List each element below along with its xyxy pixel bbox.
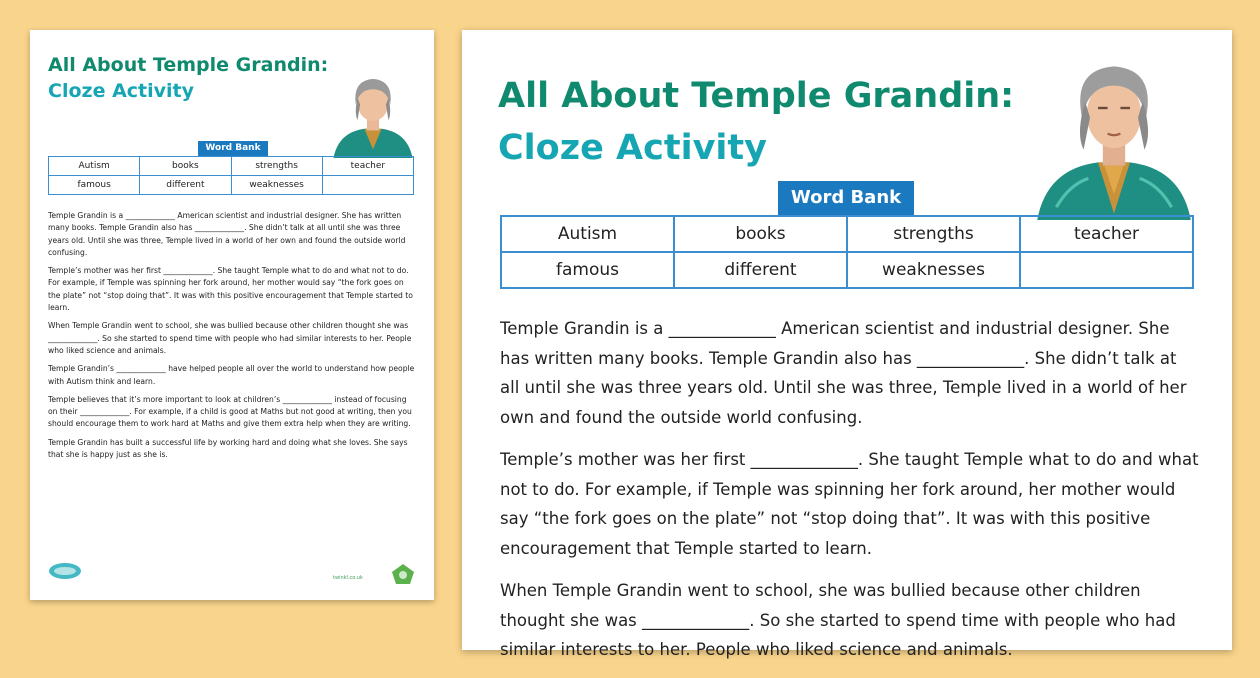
thumbnail-word-bank-cell: teacher bbox=[322, 157, 413, 176]
page-body bbox=[500, 314, 1200, 678]
cloze-paragraph: Temple’s mother was her first _____________. She taught Temple what to do and what not to do. For example, if Temple was spinning her fork around, her mother would say “the fork goes on the plate” not “stop doing that”. It was with this positive encouragement that Temple started to learn. bbox=[500, 450, 1199, 558]
twinkl-logo-icon bbox=[48, 562, 82, 580]
word-bank-label: Word Bank bbox=[778, 181, 914, 215]
thumbnail-word-bank-cell: famous bbox=[49, 176, 140, 195]
word-bank-cell: famous bbox=[501, 252, 674, 288]
thumbnail-title-line1: All About Temple Grandin: bbox=[48, 54, 329, 76]
word-bank-cell: books bbox=[674, 216, 847, 252]
cloze-paragraph: When Temple Grandin went to school, she was bullied because other children thought she was _____________. So she started to spend time with people who had similar interests to her. People who liked science and animals. bbox=[500, 581, 1176, 659]
portrait-illustration-icon bbox=[328, 72, 418, 158]
worksheet-thumbnail[interactable] bbox=[30, 30, 434, 600]
thumbnail-word-bank-cell: different bbox=[140, 176, 231, 195]
thumbnail-paragraph: Temple Grandin has built a successful life by working hard and doing what she loves. She says that she is happy just as she is. bbox=[48, 437, 408, 460]
thumbnail-title-line2: Cloze Activity bbox=[48, 80, 194, 102]
worksheet-page bbox=[462, 30, 1232, 659]
thumbnail-footer-text: twinkl.co.uk bbox=[333, 575, 363, 581]
thumbnail-word-bank-cell: books bbox=[140, 157, 231, 176]
thumbnail-word-bank-table bbox=[48, 156, 414, 195]
thumbnail-word-bank-cell: weaknesses bbox=[231, 176, 322, 195]
thumbnail-paragraph: Temple believes that it’s more important to look at children’s _____________ instead of focusing on their _____________. For example, if a child is good at Maths but not good at writing, then you should encourage them to work hard at Maths and give them extra help when they are writing. bbox=[48, 394, 412, 429]
thumbnail-paragraph: Temple Grandin is a _____________ American scientist and industrial designer. She has written many books. Temple Grandin also has _____________. She didn’t talk at all until she was three years old. Until she was three, Temple lived in a world of her own and found the outside world confusing. bbox=[48, 211, 406, 257]
cloze-paragraph: Temple Grandin is a _____________ American scientist and industrial designer. She has written many books. Temple Grandin also has _____________. She didn’t talk at all until she was three years old. Until she was three, Temple lived in a world of her own and found the outside world confusing. bbox=[500, 319, 1187, 427]
word-bank-cell: weaknesses bbox=[847, 252, 1020, 288]
thumbnail-paragraph: When Temple Grandin went to school, she was bullied because other children thought she was _____________. So she started to spend time with people who had similar interests to her. People who liked science and animals. bbox=[48, 321, 412, 355]
thumbnail-word-bank-label: Word Bank bbox=[198, 141, 268, 156]
word-bank-table bbox=[500, 215, 1194, 289]
twinkl-badge-icon bbox=[390, 562, 416, 586]
word-bank-cell: teacher bbox=[1020, 216, 1193, 252]
thumbnail-word-bank-cell: strengths bbox=[231, 157, 322, 176]
portrait-illustration-icon bbox=[1032, 60, 1196, 220]
thumbnail-title bbox=[48, 52, 328, 104]
page-title-line2: Cloze Activity bbox=[498, 128, 767, 168]
page-title bbox=[498, 70, 1014, 174]
word-bank-cell: strengths bbox=[847, 216, 1020, 252]
thumbnail-word-bank-cell bbox=[322, 176, 413, 195]
word-bank-cell: Autism bbox=[501, 216, 674, 252]
thumbnail-paragraph: Temple’s mother was her first _____________. She taught Temple what to do and what not to do. For example, if Temple was spinning her fork around, her mother would say “the fork goes on the plate” not “stop doing that”. It was with this positive encouragement that Temple started to learn. bbox=[48, 266, 413, 313]
thumbnail-word-bank-cell: Autism bbox=[49, 157, 140, 176]
word-bank-cell: different bbox=[674, 252, 847, 288]
thumbnail-paragraph: Temple Grandin’s _____________ have helped people all over the world to understand how people with Autism think and learn. bbox=[48, 364, 415, 386]
thumbnail-body bbox=[48, 210, 416, 467]
page-title-line1: All About Temple Grandin: bbox=[498, 76, 1015, 116]
word-bank-cell bbox=[1020, 252, 1193, 288]
